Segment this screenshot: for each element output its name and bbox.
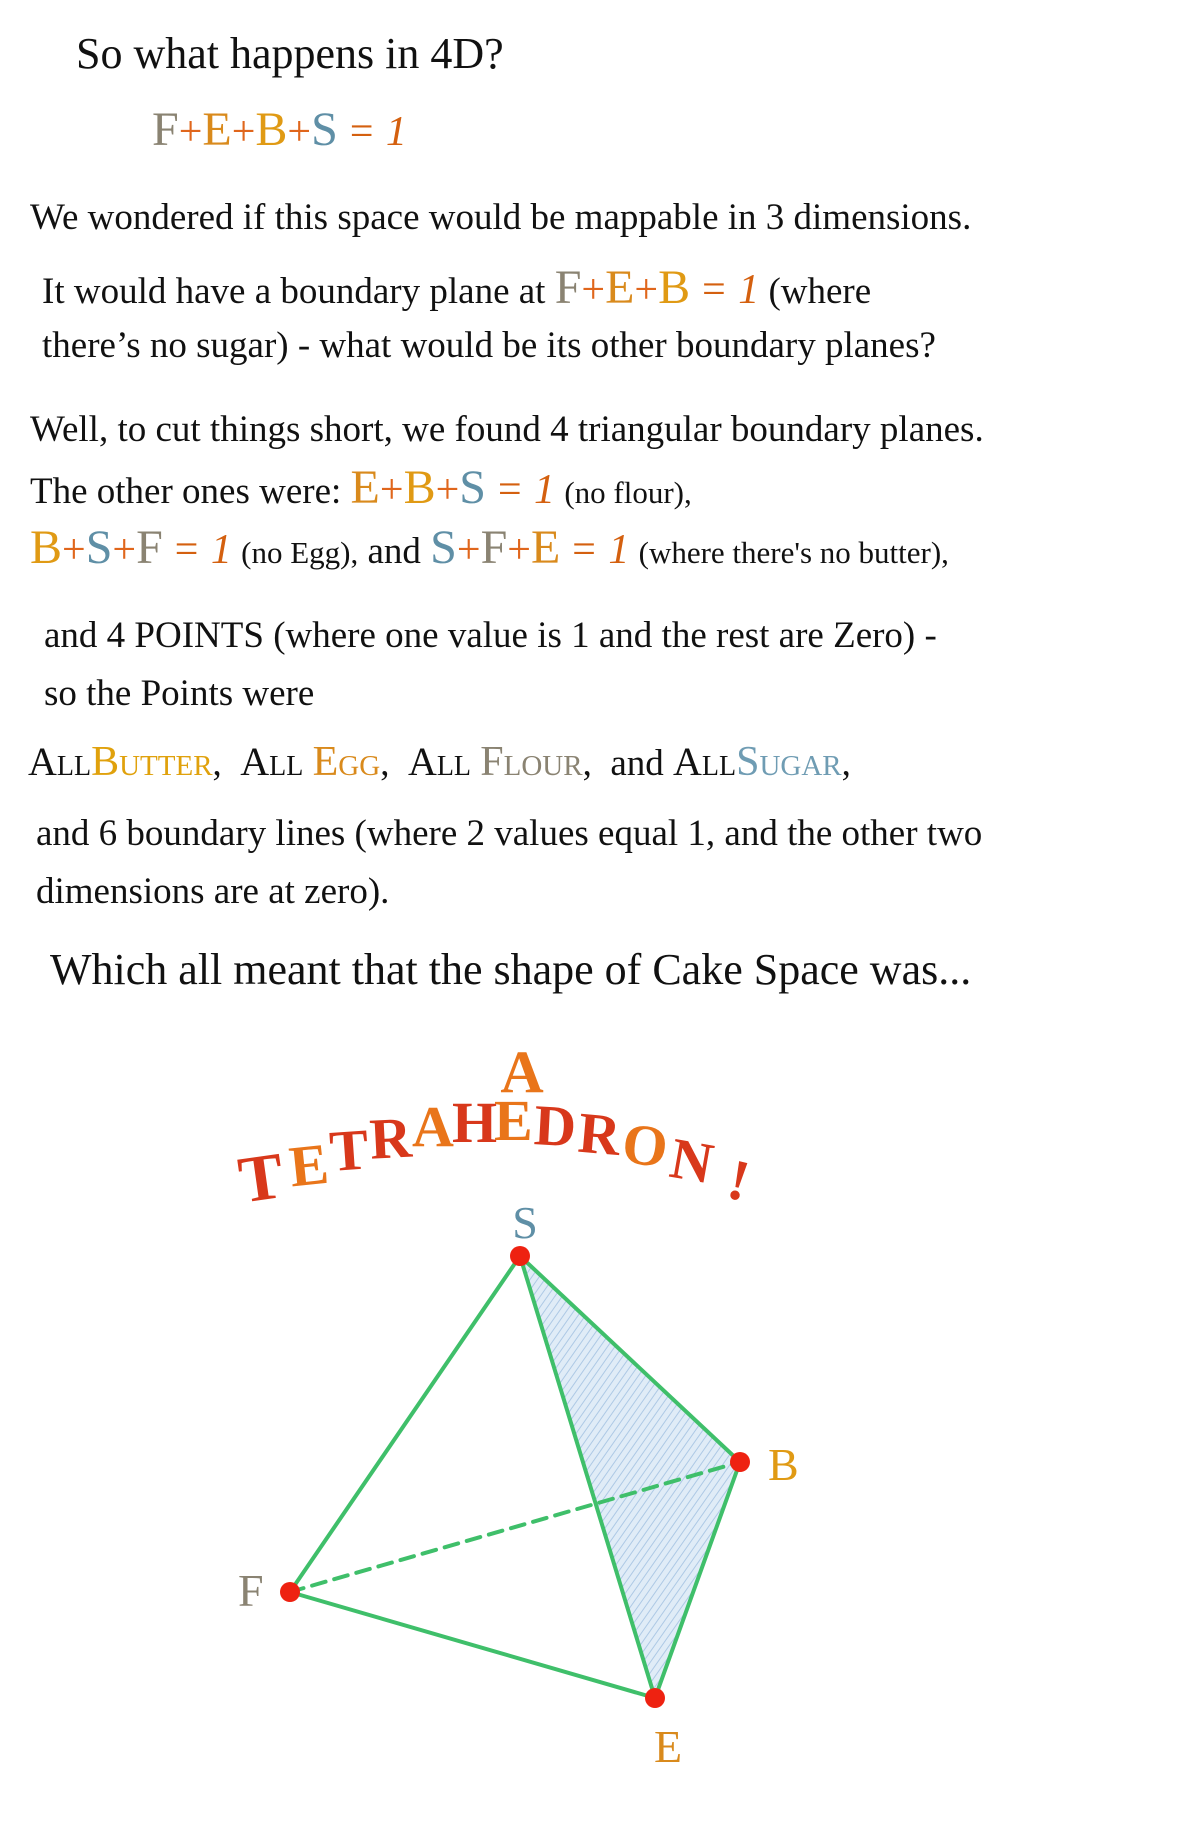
var-f: F bbox=[480, 521, 508, 574]
plus: + bbox=[507, 527, 531, 573]
tetrahedron-illustration bbox=[0, 1000, 1200, 1830]
equals-one: = 1 bbox=[172, 527, 232, 573]
title-letter: ! bbox=[721, 1146, 757, 1214]
plus: + bbox=[581, 267, 606, 313]
vertex-b bbox=[730, 1452, 750, 1472]
plane-note: (no flour), bbox=[564, 475, 692, 510]
plane-equation-no-flour bbox=[350, 461, 565, 514]
var-e: E bbox=[605, 261, 635, 314]
plus: + bbox=[435, 467, 460, 513]
plus: + bbox=[456, 527, 481, 573]
var-f: F bbox=[152, 103, 179, 156]
para-mappable: We wondered if this space would be mappable in 3 dimensions. bbox=[30, 197, 972, 238]
vertex-f bbox=[280, 1582, 300, 1602]
var-b: B bbox=[403, 461, 436, 514]
para-points: and 4 POINTS (where one value is 1 and the rest are Zero) - bbox=[44, 615, 937, 656]
title-letter: E bbox=[494, 1088, 533, 1153]
edge-s-f bbox=[290, 1256, 520, 1592]
all-label: All bbox=[673, 739, 737, 784]
page-heading: So what happens in 4D? bbox=[76, 29, 504, 78]
point-egg: Egg bbox=[312, 739, 381, 785]
point-sugar: Sugar bbox=[736, 739, 842, 785]
title-letter: E bbox=[286, 1130, 332, 1200]
vertex-e bbox=[645, 1688, 665, 1708]
title-letter: R bbox=[367, 1104, 414, 1172]
para-triangular-planes: Well, to cut things short, we found 4 triangular boundary planes. bbox=[30, 409, 984, 450]
title-letter: H bbox=[452, 1090, 498, 1155]
separator: , bbox=[582, 743, 592, 784]
var-f: F bbox=[136, 521, 163, 574]
para-boundary-lines: and 6 boundary lines (where 2 values equal 1, and the other two bbox=[36, 813, 983, 854]
plus: + bbox=[287, 109, 312, 155]
conclusion-text: Which all meant that the shape of Cake Space was... bbox=[50, 945, 972, 994]
title-letter: R bbox=[575, 1099, 624, 1169]
title-letter: O bbox=[618, 1110, 672, 1181]
para-other-planes bbox=[30, 461, 692, 515]
para-text: and bbox=[367, 531, 421, 572]
plus: + bbox=[379, 467, 404, 513]
plus: + bbox=[62, 527, 86, 573]
label-s: S bbox=[512, 1197, 538, 1248]
title-tetrahedron bbox=[234, 1088, 756, 1217]
plus: + bbox=[112, 527, 137, 573]
edge-f-e bbox=[290, 1592, 655, 1698]
point-flour: Flour bbox=[480, 739, 583, 785]
plane-equation bbox=[554, 261, 769, 314]
equals-one: = 1 bbox=[347, 109, 407, 155]
var-s: S bbox=[85, 521, 113, 574]
var-e: E bbox=[530, 521, 561, 574]
title-letter: A bbox=[412, 1094, 454, 1159]
var-b: B bbox=[30, 521, 63, 574]
title-letter: T bbox=[327, 1116, 371, 1184]
main-equation bbox=[152, 103, 407, 156]
separator: , bbox=[380, 743, 390, 784]
vertex-s bbox=[510, 1246, 530, 1266]
plus: + bbox=[231, 109, 256, 155]
shaded-face bbox=[520, 1256, 740, 1698]
para-boundary-lines-2: dimensions are at zero). bbox=[36, 871, 390, 912]
para-boundary-plane-line2: there’s no sugar) - what would be its other boundary planes? bbox=[42, 325, 936, 366]
plus: + bbox=[634, 267, 659, 313]
all-label: All bbox=[240, 739, 304, 784]
var-s: S bbox=[430, 521, 457, 574]
plane-equation-no-butter bbox=[430, 521, 638, 574]
var-e: E bbox=[350, 461, 380, 514]
points-list bbox=[28, 740, 851, 786]
label-f: F bbox=[238, 1565, 264, 1616]
title-letter: D bbox=[532, 1092, 578, 1160]
all-label: All bbox=[407, 739, 472, 784]
var-b: B bbox=[658, 261, 691, 314]
point-butter: Butter bbox=[91, 739, 213, 785]
title-letter: N bbox=[665, 1125, 718, 1197]
var-f: F bbox=[554, 261, 582, 314]
para-points-line2: so the Points were bbox=[44, 673, 315, 714]
all-label: All bbox=[28, 739, 92, 784]
separator: , bbox=[212, 743, 222, 784]
var-b: B bbox=[255, 103, 288, 156]
label-e: E bbox=[653, 1721, 683, 1772]
para-other-planes-2 bbox=[30, 521, 949, 575]
plane-note: (where there's no butter), bbox=[638, 535, 949, 570]
label-b: B bbox=[768, 1439, 799, 1490]
plus: + bbox=[178, 109, 203, 155]
equals-one: = 1 bbox=[699, 267, 760, 313]
plane-equation-no-egg bbox=[30, 521, 241, 574]
title-a: A bbox=[500, 1039, 544, 1105]
title-letter: T bbox=[234, 1139, 288, 1218]
plane-note: (no Egg), bbox=[241, 535, 359, 570]
separator: , bbox=[841, 743, 851, 784]
para-text: It would have a boundary plane at bbox=[42, 271, 546, 312]
var-s: S bbox=[459, 461, 486, 514]
para-text: The other ones were: bbox=[30, 471, 342, 512]
para-boundary-plane bbox=[42, 261, 872, 314]
var-e: E bbox=[202, 103, 232, 156]
para-text: and bbox=[610, 743, 664, 784]
equals-one: = 1 bbox=[495, 467, 556, 513]
var-s: S bbox=[311, 103, 338, 156]
equals-one: = 1 bbox=[569, 527, 630, 573]
para-text: (where bbox=[768, 271, 872, 312]
